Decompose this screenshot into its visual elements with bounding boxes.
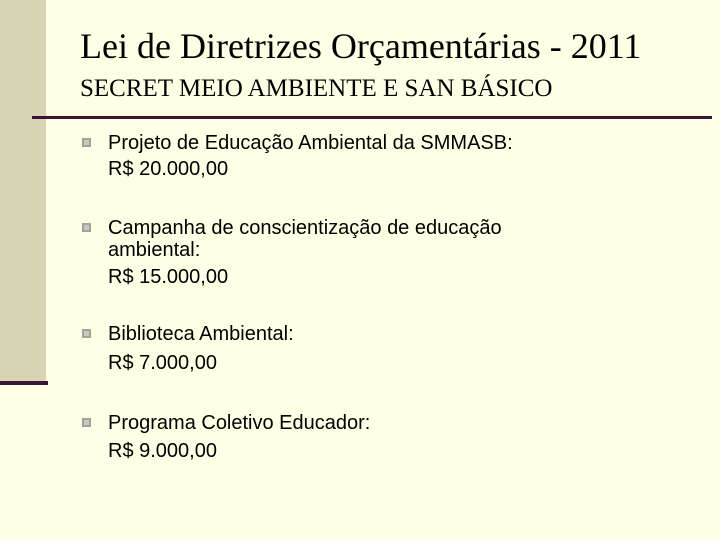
square-bullet-icon — [82, 138, 91, 147]
item-amount: R$ 9.000,00 — [108, 440, 217, 462]
item-label: Projeto de Educação Ambiental da SMMASB: — [108, 132, 513, 154]
square-bullet-icon — [82, 329, 91, 338]
item-label: Campanha de conscientização de educação — [108, 217, 502, 239]
item-amount: R$ 15.000,00 — [108, 266, 229, 288]
slide-subtitle: SECRET MEIO AMBIENTE E SAN BÁSICO — [80, 75, 553, 102]
item-label: Programa Coletivo Educador: — [108, 412, 371, 434]
square-bullet-icon — [82, 223, 91, 232]
item-label: Biblioteca Ambiental: — [108, 323, 294, 345]
square-bullet-icon — [82, 418, 91, 427]
item-label-continued: ambiental: — [108, 239, 201, 261]
slide-title: Lei de Diretrizes Orçamentárias - 2011 — [80, 26, 642, 66]
item-amount: R$ 7.000,00 — [108, 352, 217, 374]
item-amount: R$ 20.000,00 — [108, 158, 229, 180]
